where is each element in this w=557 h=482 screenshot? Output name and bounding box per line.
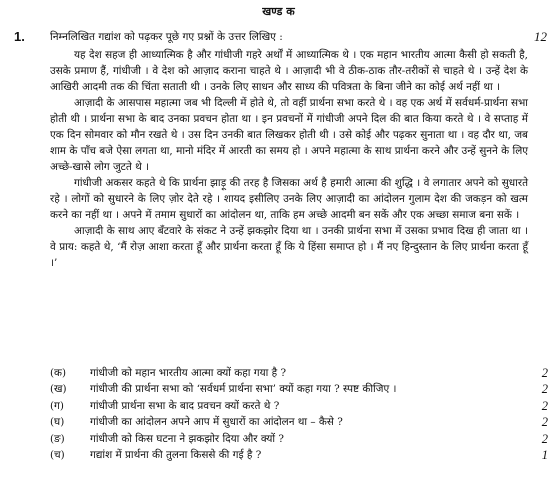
- sub-question-text: गांधीजी को महान भारतीय आत्मा क्यों कहा गया है ?: [90, 367, 287, 379]
- sub-question-text: गांधीजी प्रार्थना सभा के बाद प्रवचन क्यों करते थे ?: [90, 399, 280, 412]
- sub-question: [50, 447, 548, 463]
- sub-question-marks: 2: [541, 415, 548, 430]
- sub-question: [50, 365, 548, 381]
- sub-question-marks: 2: [541, 431, 548, 446]
- passage-paragraph-3: गांधीजी अकसर कहते थे कि प्रार्थना झाड़ू की तरह है जिसका अर्थ है हमारी आत्मा की शुद्धि । वे लगातार अपने को सुधारते रहे । लोगों को सुधारने के लिए ज़ोर देते रहे । शायद इसीलिए उनके लिए आज़ादी का आंदोलन गुलाम देश की जकड़न को खत्म करने का नहीं था । अपने में तमाम सुधारों का आंदोलन था, ताकि हम अच्छे आदमी बन सकें और एक अच्छा समाज बना सकें ।: [50, 177, 528, 221]
- section-title: खण्ड क: [262, 5, 295, 18]
- sub-question-label: (च): [50, 448, 65, 461]
- question-instruction: निम्नलिखित गद्यांश को पढ़कर पूछे गए प्रश्नों के उत्तर लिखिए :: [50, 31, 283, 43]
- sub-question-marks: 2: [541, 382, 548, 397]
- passage-paragraph-2: आज़ादी के आसपास महात्मा जब भी दिल्ली में होते थे, तो वहीं प्रार्थना सभा करते थे । वह एक अर्थ में सर्वधर्म-प्रार्थना सभा होती थी । प्रार्थना सभा के बाद उनका प्रवचन होता था । इन प्रवचनों में गांधीजी अपने दिल की बात किया करते थे । वे सप्ताह में एक दिन सोमवार को मौन रखते थे । उस दिन उनकी बात लिखकर होती थी । उसे कोई और पढ़कर सुनाता था । वह दौर था, जब शाम के पाँच बजे ऐसा लगता था, मानो मंदिर में आरती का समय हो । अपने महात्मा के साथ प्रार्थना करने और उन्हें सुनने के लिए अच्छे-खासे लोग जुटते थे ।: [50, 97, 528, 173]
- sub-question-label: (घ): [50, 416, 65, 429]
- sub-question-text: गांधीजी का आंदोलन अपने आप में सुधारों का आंदोलन था – कैसे ?: [90, 416, 343, 429]
- passage: [50, 47, 528, 271]
- question-marks: 12: [534, 29, 547, 44]
- sub-question: [50, 431, 548, 447]
- sub-question-marks: 2: [541, 398, 548, 413]
- sub-question-text: गद्यांश में प्रार्थना की तुलना किससे की गई है ?: [90, 448, 262, 461]
- sub-question-label: (ख): [50, 383, 67, 396]
- question-number: 1.: [14, 29, 25, 44]
- sub-question: [50, 414, 548, 430]
- sub-question: [50, 381, 548, 397]
- passage-paragraph-1: यह देश सहज ही आध्यात्मिक है और गांधीजी गहरे अर्थों में आध्यात्मिक थे । एक महान भारतीय आत्मा कैसी हो सकती है, उसके प्रमाण हैं, गांधीजी । वे देश को आज़ाद कराना चाहते थे । आज़ादी भी वे ठीक-ठाक तौर-तरीकों से चाहते थे । उन्हें देश के आखिरी आदमी तक की चिंता सताती थी । उनके लिए साधन और साध्य की पवित्रता के बिना जीने का कोई अर्थ नहीं था ।: [50, 49, 528, 93]
- sub-question-text: गांधीजी को किस घटना ने झकझोर दिया और क्यों ?: [90, 432, 285, 445]
- sub-question-label: (ङ): [50, 432, 65, 445]
- passage-paragraph-4: आज़ादी के साथ आए बँटवारे के संकट ने उन्हें झकझोर दिया था । उनकी प्रार्थना सभा में उसका प्रभाव दिख ही जाता था । वे प्राय: कहते थे, ‘मैं रोज़ आशा करता हूँ और प्रार्थना करता हूँ कि ये हिंसा समाप्त हो । मैं नए हिन्दुस्तान के लिए प्रार्थना करता हूँ ।’: [50, 225, 528, 269]
- sub-question-list: [50, 365, 548, 463]
- sub-question: [50, 398, 548, 414]
- sub-question-marks: 2: [541, 366, 548, 380]
- sub-question-marks: 1: [541, 447, 548, 462]
- sub-question-label: (क): [50, 367, 67, 379]
- sub-question-text: गांधीजी की प्रार्थना सभा को ‘सर्वधर्म प्रार्थना सभा’ क्यों कहा गया ? स्पष्ट कीजिए ।: [90, 383, 397, 396]
- sub-question-label: (ग): [50, 399, 64, 412]
